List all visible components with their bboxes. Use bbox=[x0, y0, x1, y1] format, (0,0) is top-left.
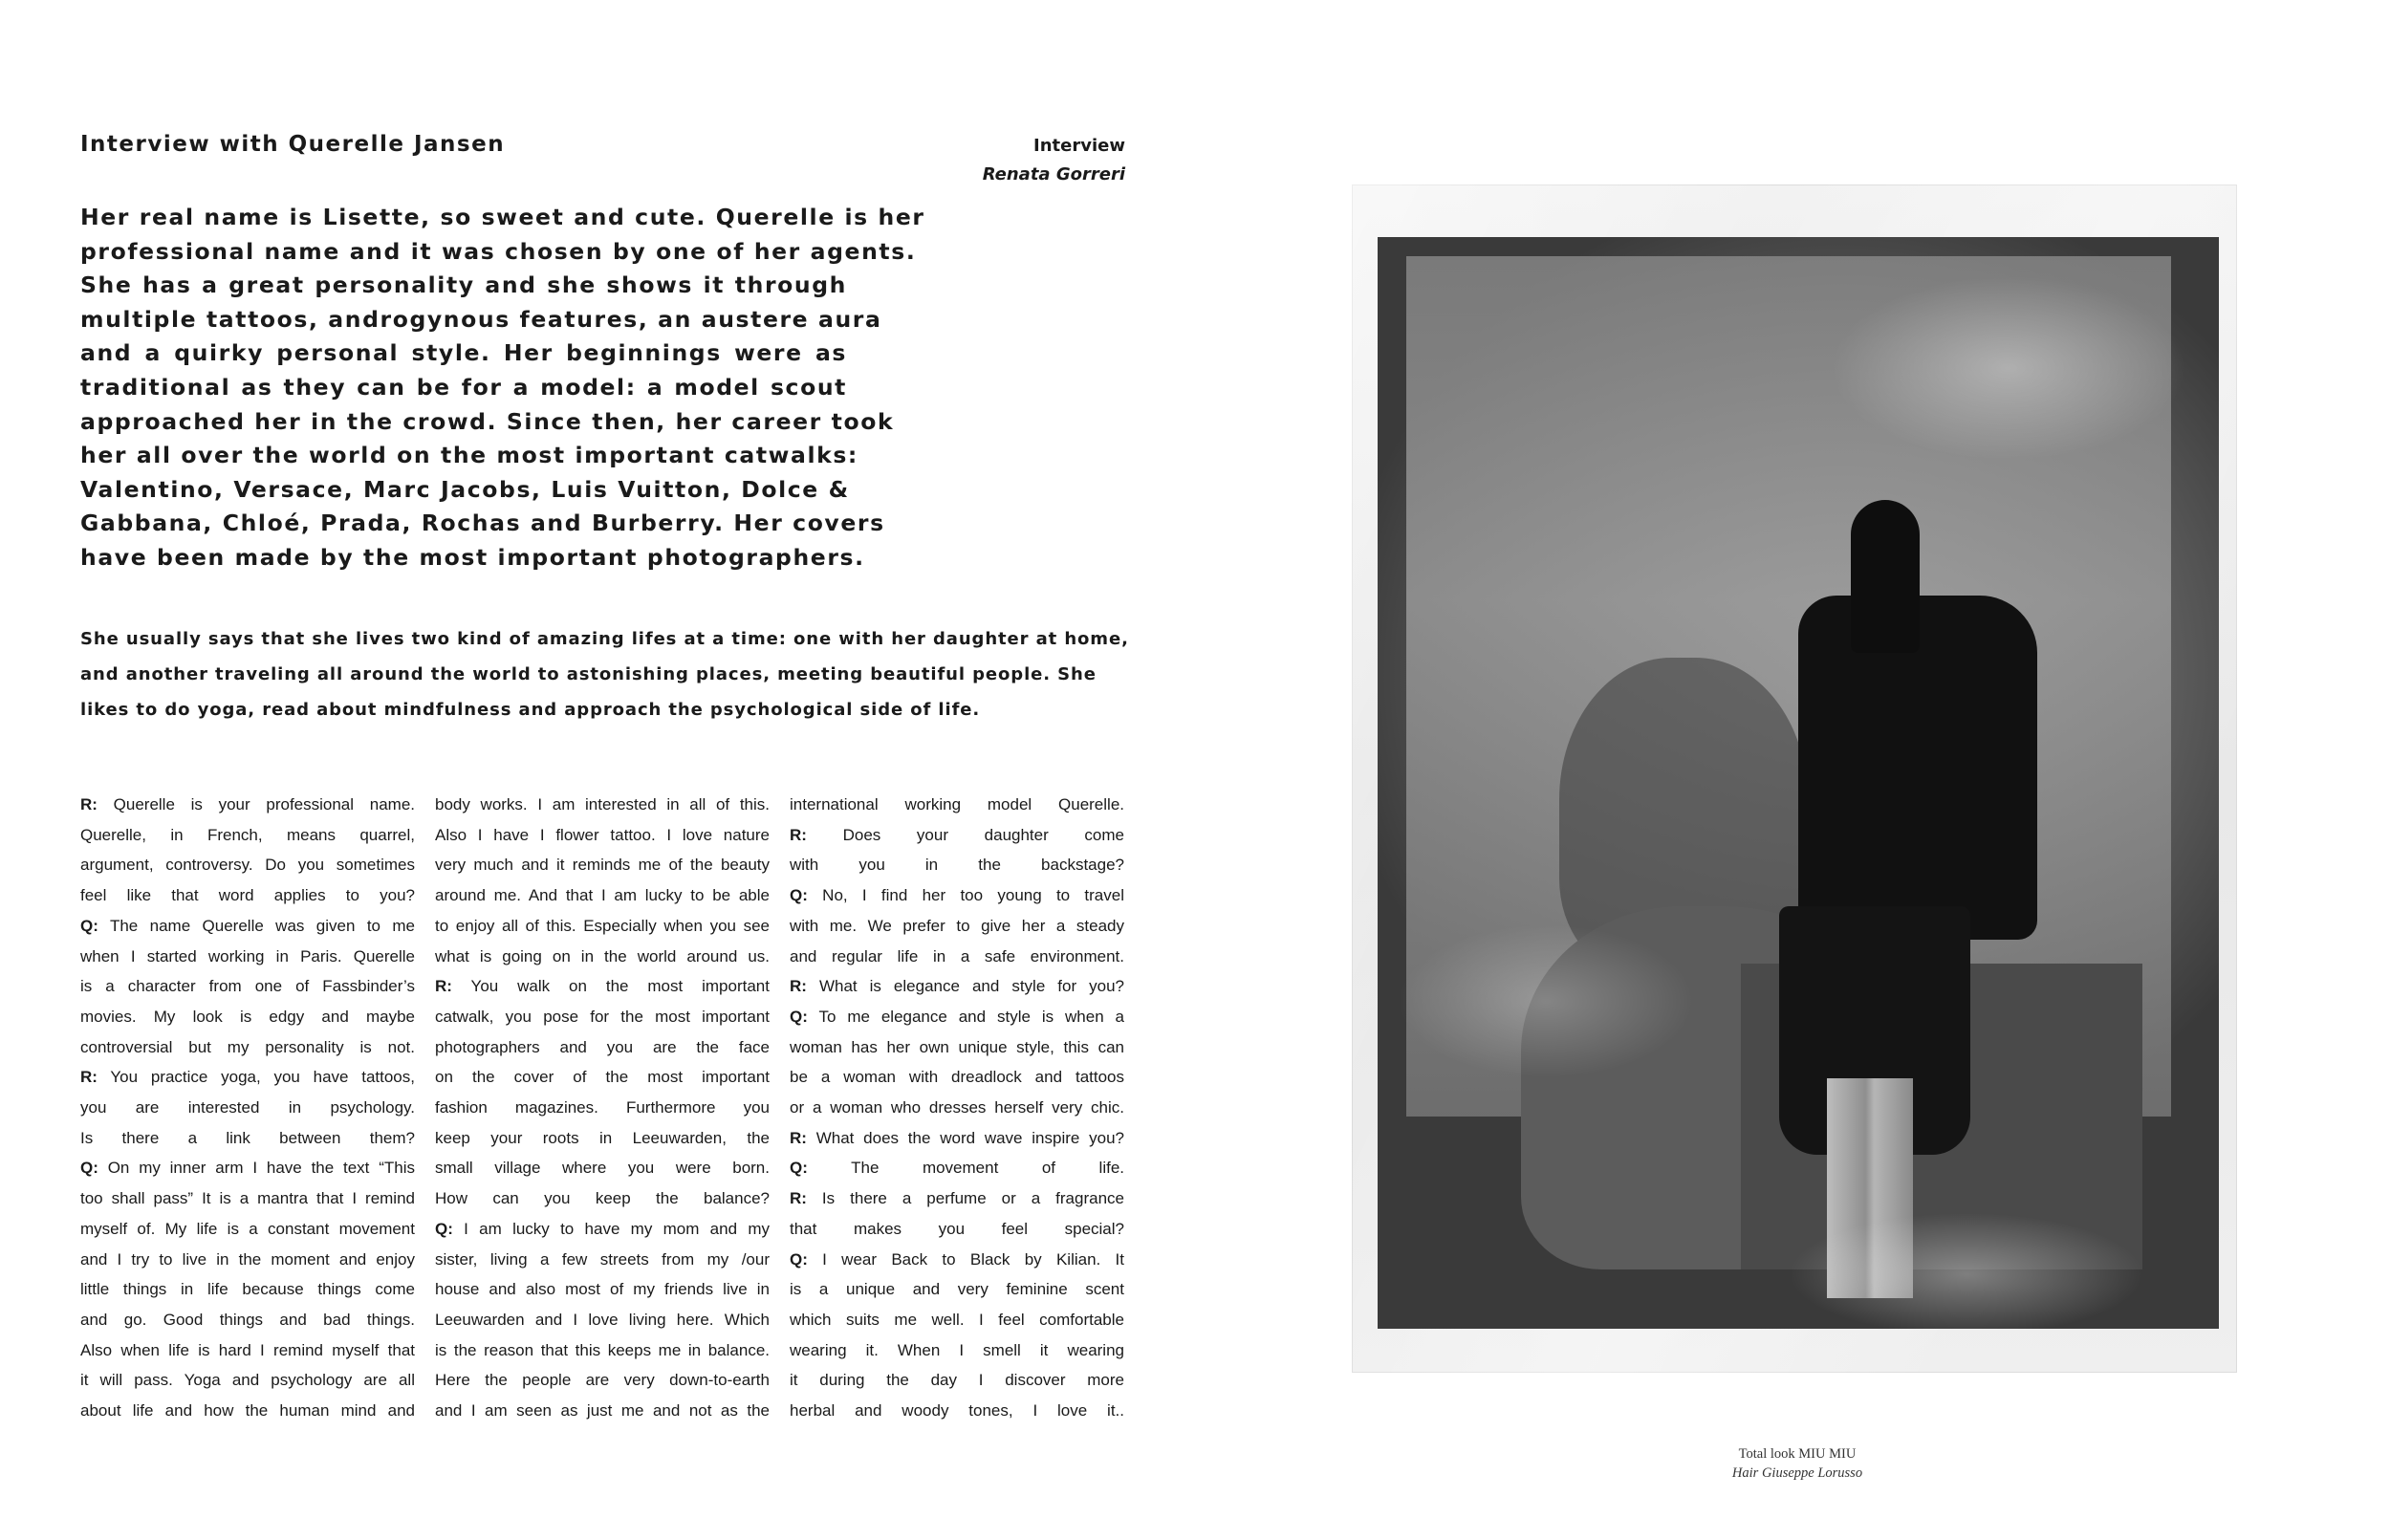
lede-line: multiple tattoos, androgynous features, an austere aura bbox=[80, 305, 882, 333]
interview-line bbox=[435, 1274, 770, 1305]
interview-line bbox=[435, 1245, 770, 1275]
speaker-label: Q: bbox=[790, 886, 808, 905]
speaker-label: Q: bbox=[790, 1007, 808, 1026]
lede-line: professional name and it was chosen by one of her agents. bbox=[80, 237, 917, 265]
speaker-label: Q: bbox=[80, 916, 98, 935]
caption-hair: Hair Giuseppe Lorusso bbox=[1731, 1465, 1863, 1481]
interview-text: Also I have I flower tattoo. I love nature bbox=[435, 825, 770, 844]
interview-text: Does your daughter come bbox=[806, 825, 1124, 844]
interview-line bbox=[790, 1214, 1124, 1245]
speaker-label: R: bbox=[435, 977, 452, 996]
interview-line bbox=[790, 1396, 1124, 1426]
interview-text: woman has her own unique style, this can bbox=[790, 1037, 1124, 1056]
interview-line bbox=[80, 1305, 415, 1335]
interview-text: movies. My look is edgy and maybe bbox=[80, 1007, 415, 1026]
interview-line bbox=[790, 1335, 1124, 1366]
interview-text: Here the people are very down-to-earth bbox=[435, 1371, 770, 1390]
speaker-label: Q: bbox=[435, 1219, 453, 1238]
interview-text: Also when life is hard I remind myself that bbox=[80, 1340, 415, 1359]
lede-line: her all over the world on the most important catwalks: bbox=[80, 442, 858, 469]
interview-line bbox=[435, 1002, 770, 1032]
interview-text: On my inner arm I have the text “This bbox=[98, 1159, 415, 1178]
interview-text: How can you keep the balance? bbox=[435, 1189, 770, 1208]
interview-line bbox=[435, 1335, 770, 1366]
interview-text: small village where you were born. bbox=[435, 1159, 770, 1178]
interview-line bbox=[435, 880, 770, 911]
interview-line bbox=[790, 942, 1124, 972]
interview-line bbox=[435, 1093, 770, 1123]
speaker-label: Q: bbox=[80, 1159, 98, 1178]
interview-line bbox=[790, 1183, 1124, 1214]
interview-line bbox=[80, 1002, 415, 1032]
interview-column-1 bbox=[80, 790, 415, 1426]
interview-line bbox=[80, 1032, 415, 1063]
interview-line bbox=[790, 1093, 1124, 1123]
interview-line bbox=[80, 820, 415, 851]
interview-text: argument, controversy. Do you sometimes bbox=[80, 856, 415, 875]
interview-line bbox=[790, 1002, 1124, 1032]
interview-text: too shall pass” It is a mantra that I remind bbox=[80, 1189, 415, 1208]
interview-text: wearing it. When I smell it wearing bbox=[790, 1340, 1124, 1359]
interview-text: keep your roots in Leeuwarden, the bbox=[435, 1128, 770, 1147]
interview-line bbox=[80, 1245, 415, 1275]
interview-text: You walk on the most important bbox=[451, 977, 770, 996]
interview-line bbox=[790, 1365, 1124, 1396]
interview-line bbox=[435, 1396, 770, 1426]
interview-text: Leeuwarden and I love living here. Which bbox=[435, 1310, 770, 1329]
interview-text: about life and how the human mind and bbox=[80, 1401, 415, 1421]
interview-line bbox=[80, 942, 415, 972]
interview-text: Is there a perfume or a fragrance bbox=[806, 1189, 1124, 1208]
interview-line bbox=[790, 820, 1124, 851]
caption-look: Total look MIU MIU bbox=[1738, 1446, 1857, 1462]
interview-line bbox=[435, 1153, 770, 1183]
lede-line: Gabbana, Chloé, Prada, Rochas and Burberry. Her covers bbox=[80, 510, 885, 537]
interview-line bbox=[435, 1365, 770, 1396]
interview-text: I am lucky to have my mom and my bbox=[452, 1219, 770, 1238]
interview-line bbox=[80, 1214, 415, 1245]
interview-text: is a character from one of Fassbinder’s bbox=[80, 977, 415, 996]
interview-text: herbal and woody tones, I love it.. bbox=[790, 1401, 1124, 1421]
interview-text: to enjoy all of this. Especially when you see bbox=[435, 916, 770, 935]
interview-text: Querelle is your professional name. bbox=[97, 795, 415, 813]
lede-line: She has a great personality and she shows it through bbox=[80, 271, 847, 299]
intro-line: likes to do yoga, read about mindfulness and approach the psychological side of life. bbox=[80, 700, 981, 720]
interview-line bbox=[435, 850, 770, 880]
lede-line: and a quirky personal style. Her beginnings were as bbox=[80, 339, 847, 367]
interview-line bbox=[435, 1062, 770, 1093]
interview-text: is a unique and very feminine scent bbox=[790, 1280, 1124, 1299]
interview-line bbox=[80, 1335, 415, 1366]
interview-text: What does the word wave inspire you? bbox=[806, 1128, 1124, 1147]
speaker-label: R: bbox=[80, 1068, 98, 1087]
interview-column-2 bbox=[435, 790, 770, 1426]
interview-text: sister, living a few streets from my /our bbox=[435, 1249, 770, 1269]
lede-line: traditional as they can be for a model: a model scout bbox=[80, 373, 847, 401]
interview-text: which suits me well. I feel comfortable bbox=[790, 1310, 1124, 1329]
interview-line bbox=[80, 850, 415, 880]
interview-line bbox=[790, 790, 1124, 820]
lede-paragraph bbox=[80, 201, 925, 575]
model-photo bbox=[1378, 237, 2219, 1329]
interview-text: it will pass. Yoga and psychology are all bbox=[80, 1371, 415, 1390]
interview-text: The name Querelle was given to me bbox=[98, 916, 415, 935]
intro-line: and another traveling all around the world to astonishing places, meeting beautiful people. She bbox=[80, 664, 1097, 684]
interview-line bbox=[435, 790, 770, 820]
interview-text: and I am seen as just me and not as the bbox=[435, 1401, 770, 1421]
interview-line bbox=[790, 1274, 1124, 1305]
interview-text: with me. We prefer to give her a steady bbox=[790, 916, 1124, 935]
interview-line bbox=[80, 880, 415, 911]
interview-text: little things in life because things come bbox=[80, 1280, 415, 1299]
interview-text: very much and it reminds me of the beauty bbox=[435, 856, 770, 875]
speaker-label: R: bbox=[80, 795, 98, 813]
speaker-label: R: bbox=[790, 1189, 807, 1208]
interview-text: house and also most of my friends live in bbox=[435, 1280, 770, 1299]
interview-line bbox=[80, 1183, 415, 1214]
interview-text: fashion magazines. Furthermore you bbox=[435, 1098, 770, 1117]
interview-line bbox=[435, 1123, 770, 1154]
interview-line bbox=[790, 1032, 1124, 1063]
interview-line bbox=[790, 971, 1124, 1002]
interview-text: and go. Good things and bad things. bbox=[80, 1310, 415, 1329]
interview-line bbox=[80, 790, 415, 820]
interview-text: No, I find her too young to travel bbox=[807, 886, 1124, 905]
interview-line bbox=[790, 1305, 1124, 1335]
interview-line bbox=[80, 911, 415, 942]
interview-text: The movement of life. bbox=[807, 1159, 1124, 1178]
interview-text: myself of. My life is a constant movement bbox=[80, 1219, 415, 1238]
interview-text: that makes you feel special? bbox=[790, 1219, 1124, 1238]
intro-line: She usually says that she lives two kind of amazing lifes at a time: one with her daughter at home, bbox=[80, 629, 1129, 649]
speaker-label: Q: bbox=[790, 1159, 808, 1178]
interview-text: when I started working in Paris. Querelle bbox=[80, 946, 415, 965]
interview-line bbox=[80, 1123, 415, 1154]
interview-text: or a woman who dresses herself very chic. bbox=[790, 1098, 1124, 1117]
interview-line bbox=[435, 820, 770, 851]
byline-role: Interview bbox=[1033, 136, 1125, 156]
byline bbox=[860, 132, 1125, 189]
interview-line bbox=[435, 1032, 770, 1063]
interview-line bbox=[80, 1274, 415, 1305]
interview-text: feel like that word applies to you? bbox=[80, 886, 415, 905]
byline-author: Renata Gorreri bbox=[982, 164, 1125, 184]
interview-line bbox=[790, 911, 1124, 942]
interview-text: is the reason that this keeps me in balance. bbox=[435, 1340, 770, 1359]
interview-text: controversial but my personality is not. bbox=[80, 1037, 415, 1056]
interview-text: be a woman with dreadlock and tattoos bbox=[790, 1068, 1124, 1087]
interview-text: and I try to live in the moment and enjoy bbox=[80, 1249, 415, 1269]
speaker-label: R: bbox=[790, 1128, 807, 1147]
interview-text: what is going on in the world around us. bbox=[435, 946, 770, 965]
interview-line bbox=[790, 1062, 1124, 1093]
interview-text: I wear Back to Black by Kilian. It bbox=[807, 1249, 1124, 1269]
interview-text: and regular life in a safe environment. bbox=[790, 946, 1124, 965]
interview-line bbox=[80, 971, 415, 1002]
interview-line bbox=[435, 1214, 770, 1245]
interview-line bbox=[80, 1396, 415, 1426]
interview-text: around me. And that I am lucky to be able bbox=[435, 886, 770, 905]
interview-text: What is elegance and style for you? bbox=[806, 977, 1124, 996]
lede-line: Valentino, Versace, Marc Jacobs, Luis Vuitton, Dolce & bbox=[80, 475, 850, 503]
interview-text: catwalk, you pose for the most important bbox=[435, 1007, 770, 1026]
interview-text: To me elegance and style is when a bbox=[807, 1007, 1124, 1026]
interview-line bbox=[80, 1365, 415, 1396]
interview-text: photographers and you are the face bbox=[435, 1037, 770, 1056]
interview-text: international working model Querelle. bbox=[790, 795, 1124, 813]
interview-text: You practice yoga, you have tattoos, bbox=[97, 1068, 415, 1087]
article-title: Interview with Querelle Jansen bbox=[80, 132, 506, 157]
interview-line bbox=[790, 1245, 1124, 1275]
intro-paragraph bbox=[80, 621, 1128, 727]
interview-line bbox=[435, 1305, 770, 1335]
lede-line: approached her in the crowd. Since then, her career took bbox=[80, 407, 895, 435]
interview-line bbox=[790, 880, 1124, 911]
interview-text: you are interested in psychology. bbox=[80, 1098, 415, 1117]
water-reflections bbox=[1378, 237, 2219, 1329]
interview-line bbox=[435, 942, 770, 972]
interview-line bbox=[80, 1093, 415, 1123]
interview-line bbox=[435, 911, 770, 942]
interview-line bbox=[790, 1153, 1124, 1183]
interview-line bbox=[790, 1123, 1124, 1154]
interview-text: with you in the backstage? bbox=[790, 856, 1124, 875]
interview-text: Is there a link between them? bbox=[80, 1128, 415, 1147]
interview-text: body works. I am interested in all of this. bbox=[435, 795, 770, 813]
lede-line: Her real name is Lisette, so sweet and cute. Querelle is her bbox=[80, 204, 925, 230]
speaker-label: R: bbox=[790, 825, 807, 844]
interview-text: it during the day I discover more bbox=[790, 1371, 1124, 1390]
speaker-label: Q: bbox=[790, 1249, 808, 1269]
interview-text: Querelle, in French, means quarrel, bbox=[80, 825, 415, 844]
interview-text: on the cover of the most important bbox=[435, 1068, 770, 1087]
interview-line bbox=[790, 850, 1124, 880]
interview-column-3 bbox=[790, 790, 1124, 1426]
photo-caption bbox=[1625, 1444, 1969, 1483]
interview-line bbox=[80, 1153, 415, 1183]
interview-line bbox=[435, 971, 770, 1002]
lede-line: have been made by the most important photographers. bbox=[80, 543, 865, 571]
speaker-label: R: bbox=[790, 977, 807, 996]
interview-line bbox=[80, 1062, 415, 1093]
interview-line bbox=[435, 1183, 770, 1214]
